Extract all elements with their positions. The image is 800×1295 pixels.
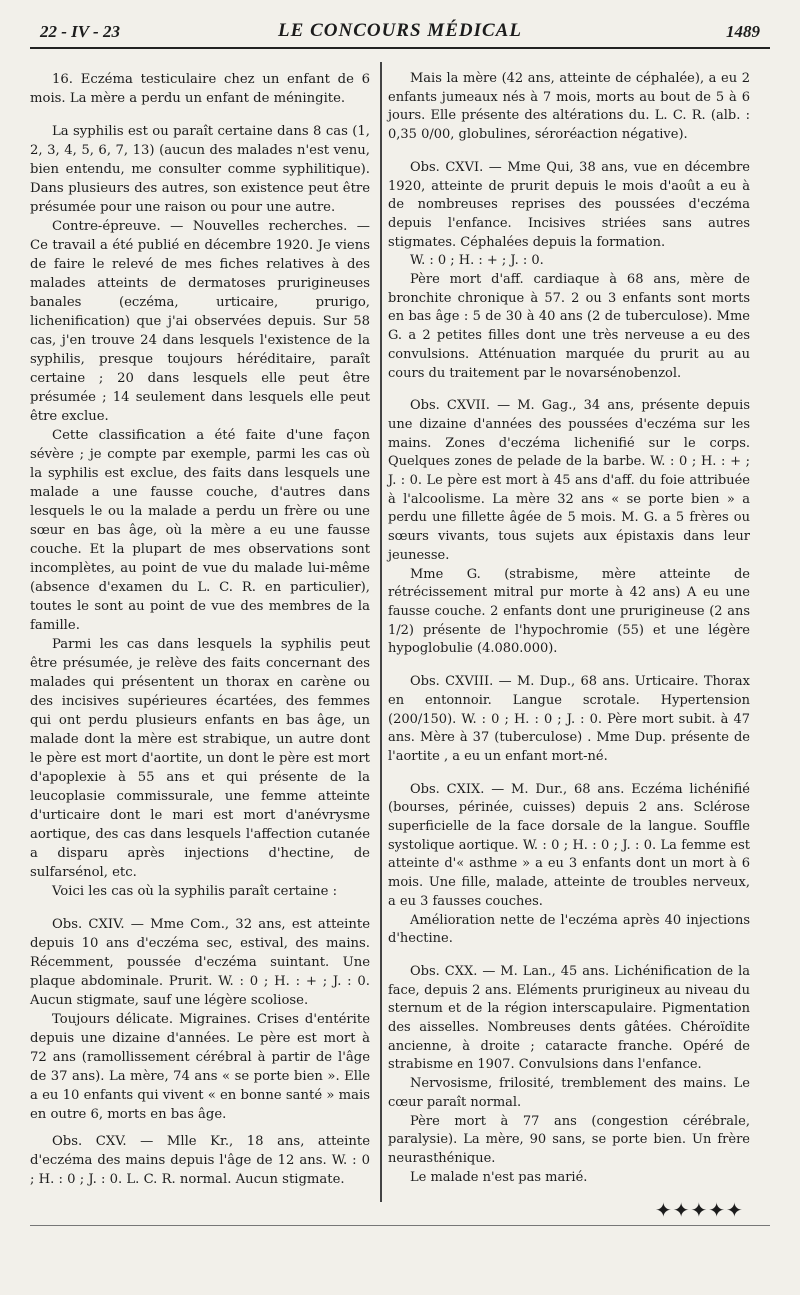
- obs-cxix-paragraph: Obs. CXIX. — M. Dur., 68 ans. Eczéma lichénifié (bourses, périnée, cuisses) depuis 2 ans. Sclérose superficielle de la face dorsale de la langue. Souffle systolique aortique. W. : 0 ; H. : 0 ; J. : 0. La femme est atteinte d'« asthme » a eu 3 enfants dont un mort à 6 mois. Une fille, malade, atteinte de troubles nerveux, a eu 3 fausses couches.: [388, 781, 750, 909]
- classification-paragraph: Cette classification a été faite d'une façon sévère ; je compte par exemple, parmi les cas où la syphilis est exclue, des faits dans lesquels une malade a une fausse couche, d'autres dans lesquels le ou la malade a perdu un frère ou une sœur en bas âge, où la mère a eu une fausse couche. Et la plupart de mes observations sont incomplètes, au point de vue du malade lui-même (absence d'examen du L. C. R. en particulier), toutes le sont au point de vue des membres de la famille.: [30, 428, 370, 633]
- obs-cxx-nervosism: Nervosisme, frilosité, tremblement des mains. Le cœur paraît normal.: [388, 1076, 750, 1110]
- journal-title: LE CONCOURS MÉDICAL: [278, 20, 522, 41]
- obs-cxvii-paragraph: Obs. CXVII. — M. Gag., 34 ans, présente depuis une dizaine d'années des poussées d'eczéma sur les mains. Zones d'eczéma lichenifié sur le corps. Quelques zones de pelade de la barbe. W. : 0 ; H. : + ; J. : 0. Le père est mort à 45 ans d'aff. du foie attribuée à l'alcoolisme. La mère 32 ans « se porte bien » a perdu une fillette âgée de 5 mois. M. G. a 5 frères ou sœurs vivants, tous sujets aux épistaxis dans leur jeunesse.: [388, 398, 750, 563]
- left-column: [30, 70, 370, 1189]
- obs-cxvi-paragraph: Obs. CXVI. — Mme Qui, 38 ans, vue en décembre 1920, atteinte de prurit depuis le mois d'août a eu à de nombreuses reprises des poussées d'eczéma depuis l'enfance. Incisives striées sans autres stigmates. Céphalées depuis la formation.: [388, 159, 750, 250]
- footer-rule: [30, 1225, 770, 1226]
- obs-cxv-paragraph: Obs. CXV. — Mlle Kr., 18 ans, atteinte d'eczéma des mains depuis l'âge de 12 ans. W. : 0 ; H. : 0 ; J. : 0. L. C. R. normal. Aucun stigmate.: [30, 1134, 370, 1187]
- column-divider: [380, 62, 382, 1202]
- syphilis-certain-paragraph: La syphilis est ou paraît certaine dans 8 cas (1, 2, 3, 4, 5, 6, 7, 13) (aucun des malades n'est venu, bien entendu, me consulter comme syphilitique). Dans plusieurs des autres, son existence peut être présumée pour une raison ou pour une autre.: [30, 124, 370, 215]
- page-number: 1489: [726, 22, 760, 41]
- obs-cxvi-family: Père mort d'aff. cardiaque à 68 ans, mère de bronchite chronique à 57. 2 ou 3 enfants sont morts en bas âge : 5 de 30 à 40 ans (2 de tuberculose). Mme G. a 2 petites filles dont une très nerveuse a eu des convulsions. Atténuation marquée du prurit au au cours du traitement par le novarsénobenzol.: [388, 272, 750, 381]
- certain-cases-intro: Voici les cas où la syphilis paraît certaine :: [52, 884, 338, 899]
- obs-cxiv-history: Toujours délicate. Migraines. Crises d'entérite depuis une dizaine d'années. Le père est mort à 72 ans (ramollissement cérébral à partir de l'âge de 37 ans). La mère, 74 ans « se porte bien ». Elle a eu 10 enfants qui vivent « en bonne santé » mais en outre 6, morts en bas âge.: [30, 1012, 370, 1122]
- end-ornament: ✦✦✦✦✦: [655, 1198, 744, 1222]
- obs-cxx-unmarried: Le malade n'est pas marié.: [410, 1169, 588, 1185]
- obs-cxviii-paragraph: Obs. CXVIII. — M. Dup., 68 ans. Urticaire. Thorax en entonnoir. Langue scrotale. Hypertension (200/150). W. : 0 ; H. : 0 ; J. : 0. Père mort subit. à 47 ans. Mère à 37 (tuberculose) . Mme Dup. présente de l'aortite , a eu un enfant mort-né.: [388, 674, 750, 764]
- presumed-cases-paragraph: Parmi les cas dans lesquels la syphilis peut être présumée, je relève des faits concernant des malades qui présentent un thorax en carène ou des incisives supérieures écartées, des femmes qui ont perdu plusieurs enfants en bas âge, un malade dont la mère est strabique, un autre dont le père est mort d'aortite, un dont le père est mort d'apoplexie à 55 ans et qui présente de la leucoplasie commissurale, une femme atteinte d'urticaire dont le mari est mort d'anévrysme aortique, des cas dans lesquels l'affection cutanée a disparu après injections d'hectine, de sulfarsénol, etc.: [30, 637, 370, 880]
- header-rule: [30, 47, 770, 49]
- counter-test-paragraph: Contre-épreuve. — Nouvelles recherches. — Ce travail a été publié en décembre 1920. Je viens de faire le relevé de mes fiches relatives à des malades atteints de dermatoses prurigineuses banales (eczéma, urticaire, prurigo, lichenification) que j'ai observées depuis. Sur 58 cas, j'en trouve 24 dans lesquels l'existence de la syphilis, presque toujours héréditaire, paraît certaine ; 20 dans lesquels elle peut être présumée ; 14 seulement dans lesquels elle peut être exclue.: [30, 219, 370, 424]
- obs-cxiv-paragraph: Obs. CXIV. — Mme Com., 32 ans, est atteinte depuis 10 ans d'eczéma sec, estival, des mains. Récemment, poussée d'eczéma suintant. Une plaque abdominale. Prurit. W. : 0 ; H. : + ; J. : 0. Aucun stigmate, sauf une légère scoliose.: [30, 917, 370, 1008]
- right-column: [388, 70, 750, 1187]
- obs-cxvi-serology: W. : 0 ; H. : + ; J. : 0.: [410, 253, 544, 269]
- mother-twins-paragraph: Mais la mère (42 ans, atteinte de céphalée), a eu 2 enfants jumeaux nés à 7 mois, morts au bout de 5 à 6 jours. Elle présente des altérations du. L. C. R. (alb. : 0,35 0/00, globulines, séroréaction négative).: [388, 71, 750, 143]
- obs-cxix-improvement: Amélioration nette de l'eczéma après 40 injections d'hectine.: [388, 912, 750, 947]
- running-header: [30, 20, 770, 46]
- obs-cxx-family: Père mort à 77 ans (congestion cérébrale, paralysie). La mère, 90 sans, se porte bien. Un frère neurasthénique.: [388, 1113, 750, 1166]
- obs-cxvii-wife: Mme G. (strabisme, mère atteinte de rétrécissement mitral pur morte à 42 ans) A eu une fausse couche. 2 enfants dont une prurigineuse (2 ans 1/2) présente de l'hypochromie (55) et une légère hypoglobulie (4.080.000).: [388, 566, 750, 657]
- obs-cxx-paragraph: Obs. CXX. — M. Lan., 45 ans. Lichénification de la face, depuis 2 ans. Eléments prurigineux au niveau du sternum et de la région interscapulaire. Pigmentation des aisselles. Nombreuses dents gâtées. Chéroïdite ancienne, à droite ; cataracte franche. Opéré de strabisme en 1907. Convulsions dans l'enfance.: [388, 963, 750, 1073]
- issue-date: 22 - IV - 23: [40, 22, 120, 41]
- case-16-paragraph: 16. Eczéma testiculaire chez un enfant de 6 mois. La mère a perdu un enfant de méningite.: [30, 72, 370, 106]
